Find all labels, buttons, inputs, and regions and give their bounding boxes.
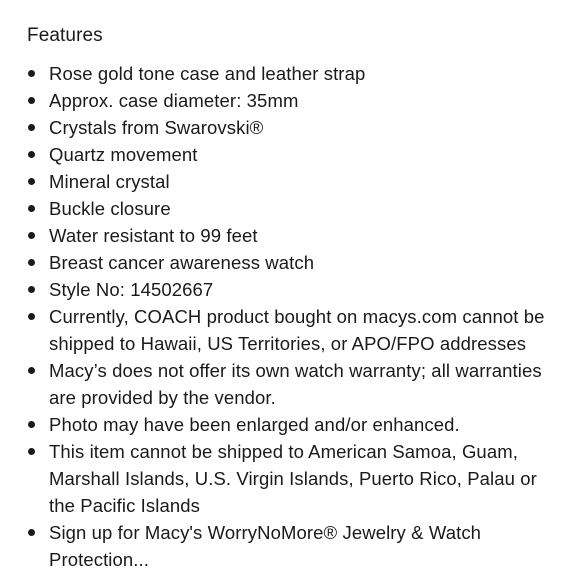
bullet-icon <box>28 97 35 104</box>
feature-text: Buckle closure <box>49 198 171 219</box>
list-item <box>0 249 580 276</box>
bullet-icon <box>28 151 35 158</box>
bullet-icon <box>28 259 35 266</box>
list-item <box>0 168 580 195</box>
list-item <box>0 141 580 168</box>
bullet-icon <box>28 529 35 536</box>
list-item <box>0 411 580 438</box>
feature-text: Rose gold tone case and leather strap <box>49 63 366 84</box>
feature-text: Currently, COACH product bought on macys.com cannot be shipped to Hawaii, US Territories, or APO/FPO addresses <box>49 306 545 354</box>
feature-text: Water resistant to 99 feet <box>49 225 258 246</box>
bullet-icon <box>28 448 35 455</box>
bullet-icon <box>28 70 35 77</box>
bullet-icon <box>28 178 35 185</box>
list-item <box>0 114 580 141</box>
list-item <box>0 60 580 87</box>
feature-text: Approx. case diameter: 35mm <box>49 90 299 111</box>
feature-text: Sign up for Macy's WorryNoMore® Jewelry & Watch Protection... <box>49 522 482 570</box>
bullet-icon <box>28 232 35 239</box>
feature-text: This item cannot be shipped to American Samoa, Guam, Marshall Islands, U.S. Virgin Islands, Puerto Rico, Palau or the Pacific Islands <box>49 441 537 516</box>
bullet-icon <box>28 124 35 131</box>
feature-text: Crystals from Swarovski® <box>49 117 264 138</box>
list-item <box>0 195 580 222</box>
feature-text: Style No: 14502667 <box>49 279 214 300</box>
bullet-icon <box>28 286 35 293</box>
feature-text: Quartz movement <box>49 144 198 165</box>
list-item <box>0 438 580 519</box>
bullet-icon <box>28 367 35 374</box>
list-item <box>0 222 580 249</box>
feature-text: Breast cancer awareness watch <box>49 252 315 273</box>
feature-text: Macy’s does not offer its own watch warranty; all warranties are provided by the vendor. <box>49 360 542 408</box>
list-item <box>0 519 580 573</box>
bullet-icon <box>28 421 35 428</box>
list-item <box>0 303 580 357</box>
list-item <box>0 357 580 411</box>
bullet-icon <box>28 313 35 320</box>
features-heading: Features <box>27 25 103 46</box>
features-list <box>0 60 580 573</box>
list-item <box>0 276 580 303</box>
bullet-icon <box>28 205 35 212</box>
list-item <box>0 87 580 114</box>
feature-text: Mineral crystal <box>49 171 170 192</box>
feature-text: Photo may have been enlarged and/or enhanced. <box>49 414 460 435</box>
